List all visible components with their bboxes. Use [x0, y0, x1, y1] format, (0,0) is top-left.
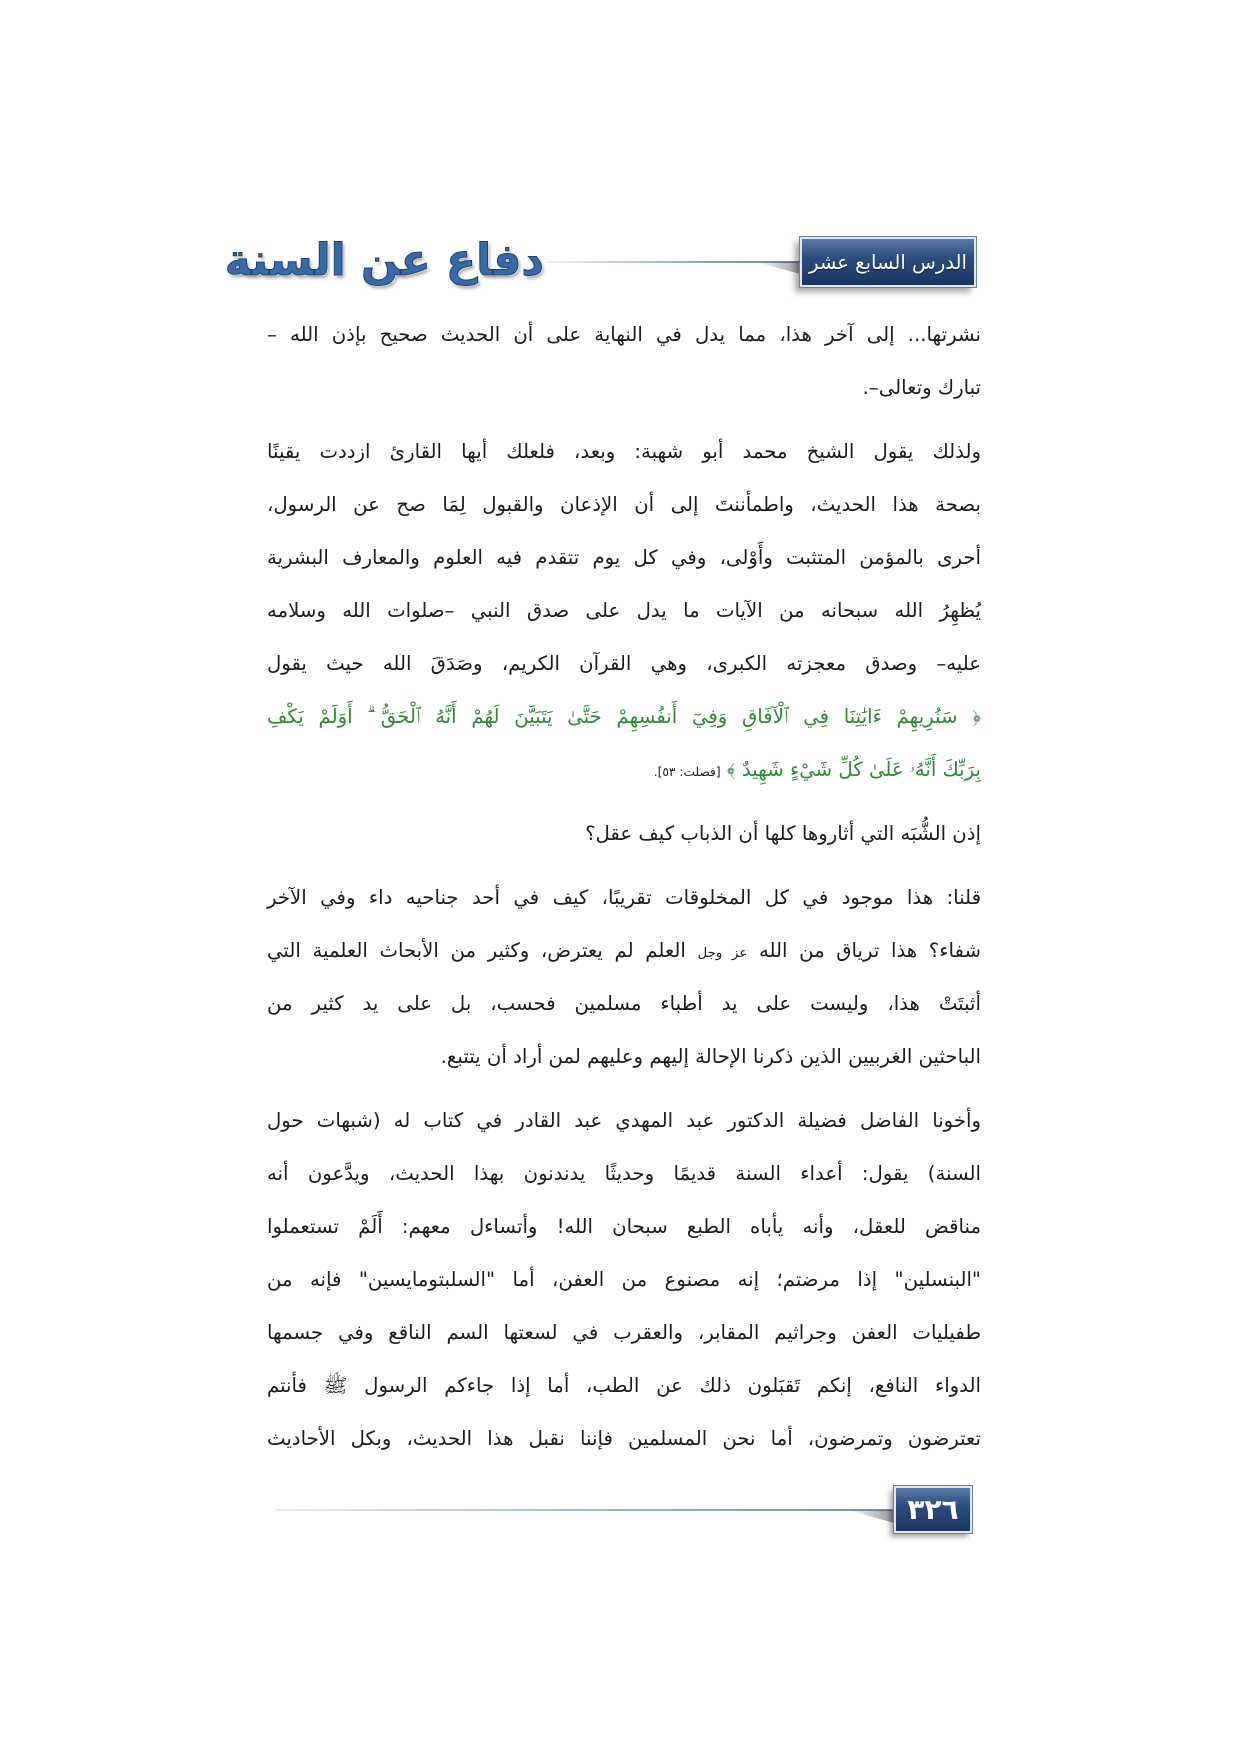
footer-rule: [276, 1509, 894, 1511]
header-rule-shadow: [756, 262, 800, 274]
paragraph: [267, 807, 981, 860]
line-text: [654, 758, 981, 781]
text-line: [267, 1094, 981, 1147]
line-text: إذن الشُّبَه التي أثاروها كلها أن الذباب كيف عقل؟: [585, 822, 981, 845]
page-number-box: [894, 1486, 972, 1533]
line-text: أحرى بالمؤمن المتثبت وأَوْلى، وفي كل يوم تتقدم فيه العلوم والمعارف البشرية: [267, 546, 981, 569]
line-text: تبارك وتعالى–.: [862, 376, 981, 399]
line-text-end: العلم لم يعترض، وكثير من الأبحاث العلمية التي: [267, 939, 686, 962]
paragraph: [267, 425, 981, 796]
text-line: [267, 1412, 981, 1465]
text-line: [267, 1030, 981, 1083]
quran-verse-text: بِرَبِّكَ أَنَّهُۥ عَلَىٰ كُلِّ شَيْءٍ شَهِيدٌ ﴾: [726, 758, 981, 781]
line-text-start: شفاء؟ هذا ترياق من الله: [758, 939, 981, 962]
text-line: [267, 308, 981, 361]
text-line: [267, 361, 981, 414]
text-line: [267, 584, 981, 637]
paragraph: [267, 1094, 981, 1465]
page-number: ٣٢٦: [907, 1493, 959, 1526]
book-title: دفاع عن السنة: [224, 235, 544, 286]
quran-verse-line: [267, 690, 981, 743]
text-line: [267, 478, 981, 531]
line-text: ولذلك يقول الشيخ محمد أبو شهبة: وبعد، فلعلك أيها القارئ ازددت يقينًا: [267, 440, 981, 463]
verse-citation: [فصلت: ٥٣].: [653, 765, 721, 779]
text-line: [267, 425, 981, 478]
text-line: [267, 1359, 981, 1412]
line-text: الباحثين الغربيين الذين ذكرنا الإحالة إليهم وعليهم لمن أراد أن يتتبع.: [440, 1045, 981, 1068]
text-line: [267, 1253, 981, 1306]
quran-verse-line: [267, 743, 981, 796]
line-text: يُظهِرُ الله سبحانه من الآيات ما يدل على صدق النبي –صلوات الله وسلامه: [267, 599, 981, 622]
text-line: [267, 807, 981, 860]
line-text: السنة) يقول: أعداء السنة قديمًا وحديثًا يدندنون بهذا الحديث، ويدَّعون أنه: [267, 1162, 981, 1185]
lesson-label: الدرس السابع عشر: [809, 250, 967, 274]
text-line: [267, 871, 981, 924]
line-text: بصحة هذا الحديث، واطمأننتَ إلى أن الإذعان والقبول لِمَا صح عن الرسول،: [267, 493, 981, 516]
text-line: [267, 1306, 981, 1359]
line-text: وأخونا الفاضل فضيلة الدكتور عبد المهدي عبد القادر في كتاب له (شبهات حول: [267, 1109, 981, 1132]
footer-rule-shadow: [848, 1510, 894, 1523]
line-text: [267, 939, 981, 962]
text-line: [267, 1200, 981, 1253]
text-line: [267, 977, 981, 1030]
line-text: [267, 705, 981, 728]
lesson-label-box: [800, 237, 976, 287]
paragraph: [267, 871, 981, 1083]
text-line: [267, 1147, 981, 1200]
line-text: أثبتَتْ هذا، وليست على يد أطباء مسلمين فحسب، بل على يد كثير من: [267, 992, 981, 1015]
line-text: تعترضون وتمرضون، أما نحن المسلمين فإننا نقبل هذا الحديث، وبكل الأحاديث: [267, 1427, 981, 1450]
line-text: مناقض للعقل، وأنه يأباه الطبع سبحان الله! وأتساءل معهم: أَلَمْ تستعملوا: [267, 1215, 981, 1238]
quran-verse-text: ﴿ سَنُرِيهِمْ ءَايَٰتِنَا فِي ٱلْآفَاقِ وَفِيٓ أَنفُسِهِمْ حَتَّىٰ يَتَبَيَّنَ لَهُمْ أَنَّهُ ٱلْحَقُّ ۗ أَوَلَمْ يَكْفِ: [267, 705, 981, 728]
line-text: "البنسلين" إذا مرضتم؛ إنه مصنوع من العفن، أما "السلبتومايسين" فإنه من: [267, 1268, 981, 1291]
paragraph: [267, 308, 981, 414]
text-line: [267, 531, 981, 584]
line-text: طفيليات العفن وجراثيم المقابر، والعقرب في لسعتها السم الناقع وفي جسمها: [267, 1321, 981, 1344]
line-text: عليه– وصدق معجزته الكبرى، وهي القرآن الكريم، وصَدَقَ الله حيث يقول: [267, 652, 981, 675]
honorific-symbol: عز وجل: [697, 946, 748, 961]
body-text: [267, 308, 981, 1465]
line-text: الدواء النافع، إنكم تَقبَلون ذلك عن الطب، أما إذا جاءكم الرسول ﷺ فأنتم: [267, 1374, 981, 1397]
line-text: قلنا: هذا موجود في كل المخلوقات تقريبًا، كيف في أحد جناحيه داء وفي الآخر: [267, 886, 981, 909]
text-line: [267, 924, 981, 977]
text-line: [267, 637, 981, 690]
line-text: نشرتها... إلى آخر هذا، مما يدل في النهاية على أن الحديث صحيح بإذن الله –: [267, 323, 981, 346]
